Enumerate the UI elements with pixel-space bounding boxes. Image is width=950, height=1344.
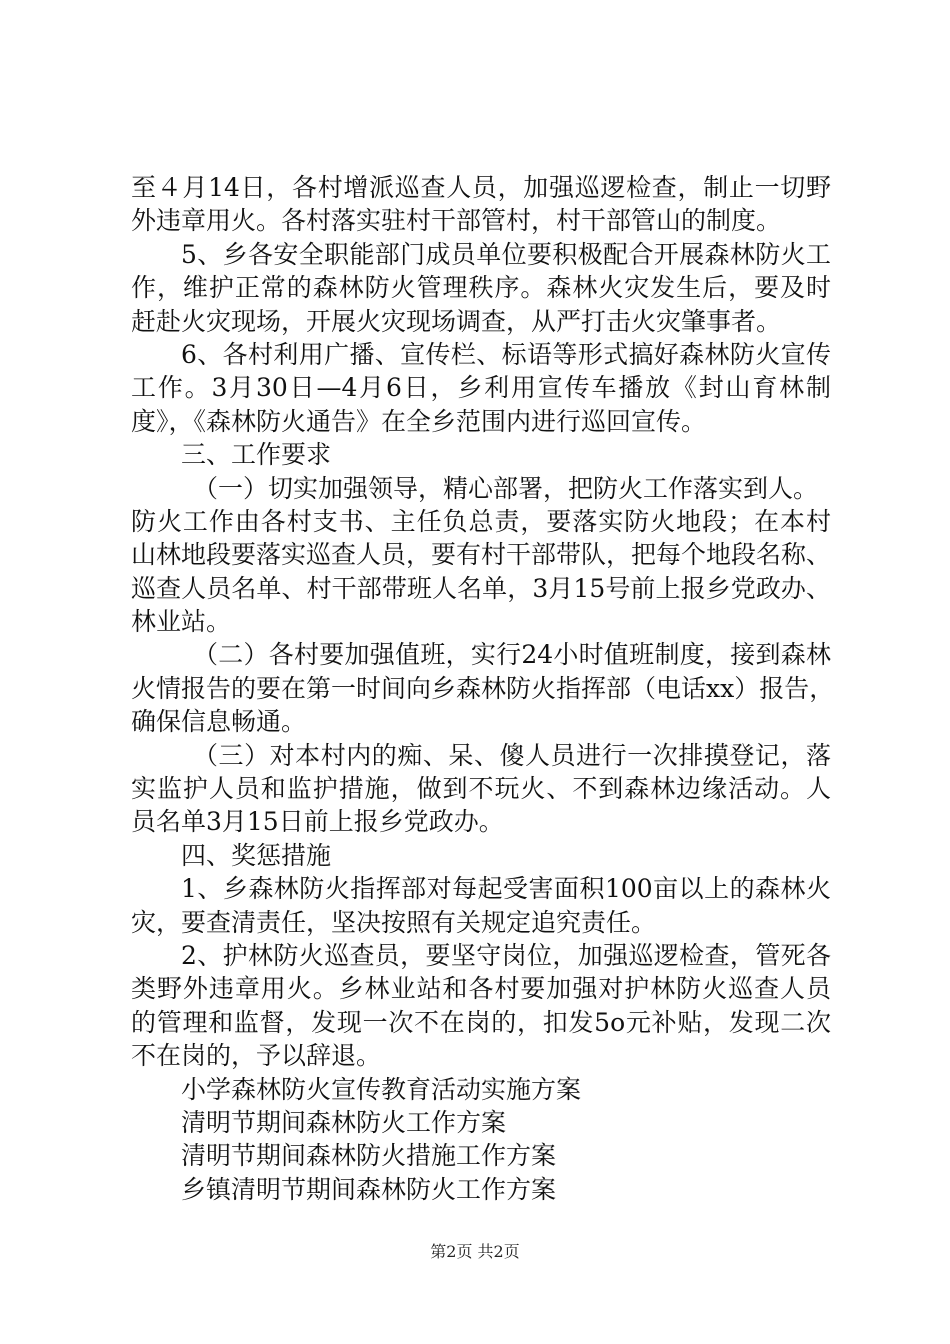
text-line: 防火工作由各村支书、主任负总责，要落实防火地段；在本村 bbox=[131, 506, 831, 536]
text-line: （二）各村要加强值班，实行24小时值班制度，接到森林 bbox=[193, 640, 831, 670]
text-line: 2、护林防火巡查员，要坚守岗位，加强巡逻检查，管死各 bbox=[181, 940, 831, 970]
text-line: 火情报告的要在第一时间向乡森林防火指挥部（电话xx）报告， bbox=[131, 673, 835, 703]
text-line: 三、工作要求 bbox=[181, 440, 332, 470]
text-line: 度》，《森林防火通告》在全乡范围内进行巡回宣传。 bbox=[131, 406, 707, 436]
text-line: 四、奖惩措施 bbox=[181, 840, 332, 870]
text-line: 小学森林防火宣传教育活动实施方案 bbox=[181, 1074, 582, 1104]
text-line: 山林地段要落实巡查人员，要有村干部带队，把每个地段名称、 bbox=[131, 540, 832, 570]
text-line: 清明节期间森林防火措施工作方案 bbox=[181, 1141, 557, 1171]
text-line: 工作。3月30日—4月6日，乡利用宣传车播放《封山育林制 bbox=[131, 373, 831, 403]
text-line: 至４月14日，各村增派巡查人员，加强巡逻检查，制止一切野 bbox=[131, 173, 831, 202]
text-line: 灾，要查清责任，坚决按照有关规定追究责任。 bbox=[131, 907, 657, 937]
document-body bbox=[131, 171, 835, 1206]
text-line: 乡镇清明节期间森林防火工作方案 bbox=[181, 1174, 557, 1204]
text-line: 赶赴火灾现场，开展火灾现场调查，从严打击火灾肇事者。 bbox=[131, 306, 782, 336]
text-line: 员名单3月15日前上报乡党政办。 bbox=[131, 807, 504, 837]
text-line: 确保信息畅通。 bbox=[131, 707, 307, 737]
text-line: 不在岗的，予以辞退。 bbox=[131, 1041, 382, 1071]
text-line: 作，维护正常的森林防火管理秩序。森林火灾发生后，要及时 bbox=[131, 273, 831, 303]
text-line: 巡查人员名单、村干部带班人名单，3月15号前上报乡党政办、 bbox=[131, 573, 831, 603]
text-line: 实监护人员和监护措施，做到不玩火、不到森林边缘活动。人 bbox=[131, 774, 831, 804]
text-line: 6、各村利用广播、宣传栏、标语等形式搞好森林防火宣传 bbox=[181, 339, 831, 369]
text-line: 类野外违章用火。乡林业站和各村要加强对护林防火巡查人员 bbox=[131, 974, 831, 1004]
text-line: 1、乡森林防火指挥部对每起受害面积100亩以上的森林火 bbox=[181, 874, 831, 904]
text-line: 的管理和监督，发现一次不在岗的，扣发5o元补贴，发现二次 bbox=[131, 1007, 831, 1037]
text-line: （一）切实加强领导，精心部署，把防火工作落实到人。 bbox=[193, 473, 819, 503]
text-line: （三）对本村内的痴、呆、傻人员进行一次排摸登记，落 bbox=[193, 740, 831, 770]
page-footer: 第2页 共2页 bbox=[430, 1242, 520, 1261]
text-line: 清明节期间森林防火工作方案 bbox=[181, 1107, 507, 1137]
text-line: 林业站。 bbox=[131, 607, 232, 637]
text-line: 外违章用火。各村落实驻村干部管村，村干部管山的制度。 bbox=[131, 206, 782, 236]
text-line: 5、乡各安全职能部门成员单位要积极配合开展森林防火工 bbox=[181, 239, 831, 269]
